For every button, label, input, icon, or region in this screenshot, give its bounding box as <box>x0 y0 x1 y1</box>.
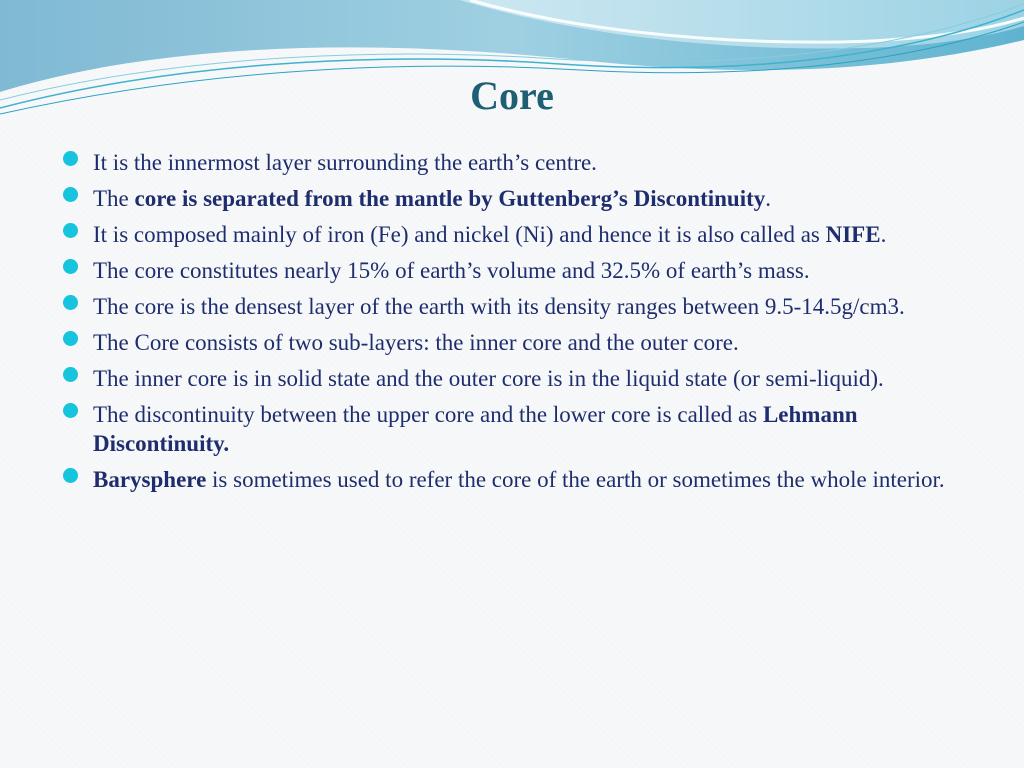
bullet-text: It is composed mainly of iron (Fe) and nickel (Ni) and hence it is also called as <box>93 222 826 247</box>
bullet-bold-text: NIFE <box>825 222 881 247</box>
bullet-text: The <box>93 186 135 211</box>
bullet-bold-text: core is separated from the mantle by Guttenberg’s Discontinuity <box>134 186 766 211</box>
bullet-dot-icon <box>63 259 78 274</box>
bullet-text: The core is the densest layer of the earth with its density ranges between 9.5-14.5g/cm3. <box>93 294 905 319</box>
bullet-text: The Core consists of two sub-layers: the inner core and the outer core. <box>93 330 739 355</box>
bullet-text: It is the innermost layer surrounding the earth’s centre. <box>93 150 597 175</box>
bullet-dot-icon <box>63 331 78 346</box>
bullet-dot-icon <box>63 151 78 166</box>
bullet-list <box>60 148 960 501</box>
bullet-item <box>60 364 960 393</box>
bullet-dot-icon <box>63 468 78 483</box>
bullet-dot-icon <box>63 295 78 310</box>
bullet-bold-text: Lehmann Discontinuity. <box>93 402 858 456</box>
bullet-text: is sometimes used to refer the core of the earth or sometimes the whole interior. <box>206 467 945 492</box>
bullet-item <box>60 184 960 213</box>
bullet-dot-icon <box>63 187 78 202</box>
bullet-text: The inner core is in solid state and the outer core is in the liquid state (or semi-liquid). <box>93 366 884 391</box>
bullet-dot-icon <box>63 367 78 382</box>
bullet-text: . <box>765 186 772 211</box>
bullet-text: The core constitutes nearly 15% of earth’s volume and 32.5% of earth’s mass. <box>93 258 810 283</box>
bullet-dot-icon <box>63 403 78 418</box>
bullet-item <box>60 148 960 177</box>
slide-title: Core <box>470 73 554 118</box>
bullet-dot-icon <box>63 223 78 238</box>
bullet-item <box>60 220 960 249</box>
bullet-item <box>60 256 960 285</box>
bullet-item <box>60 400 960 458</box>
bullet-item <box>60 292 960 321</box>
bullet-item <box>60 328 960 357</box>
bullet-text: The discontinuity between the upper core and the lower core is called as <box>93 402 763 427</box>
bullet-text: . <box>880 222 887 247</box>
bullet-bold-text: Barysphere <box>93 467 207 492</box>
bullet-item <box>60 465 960 494</box>
